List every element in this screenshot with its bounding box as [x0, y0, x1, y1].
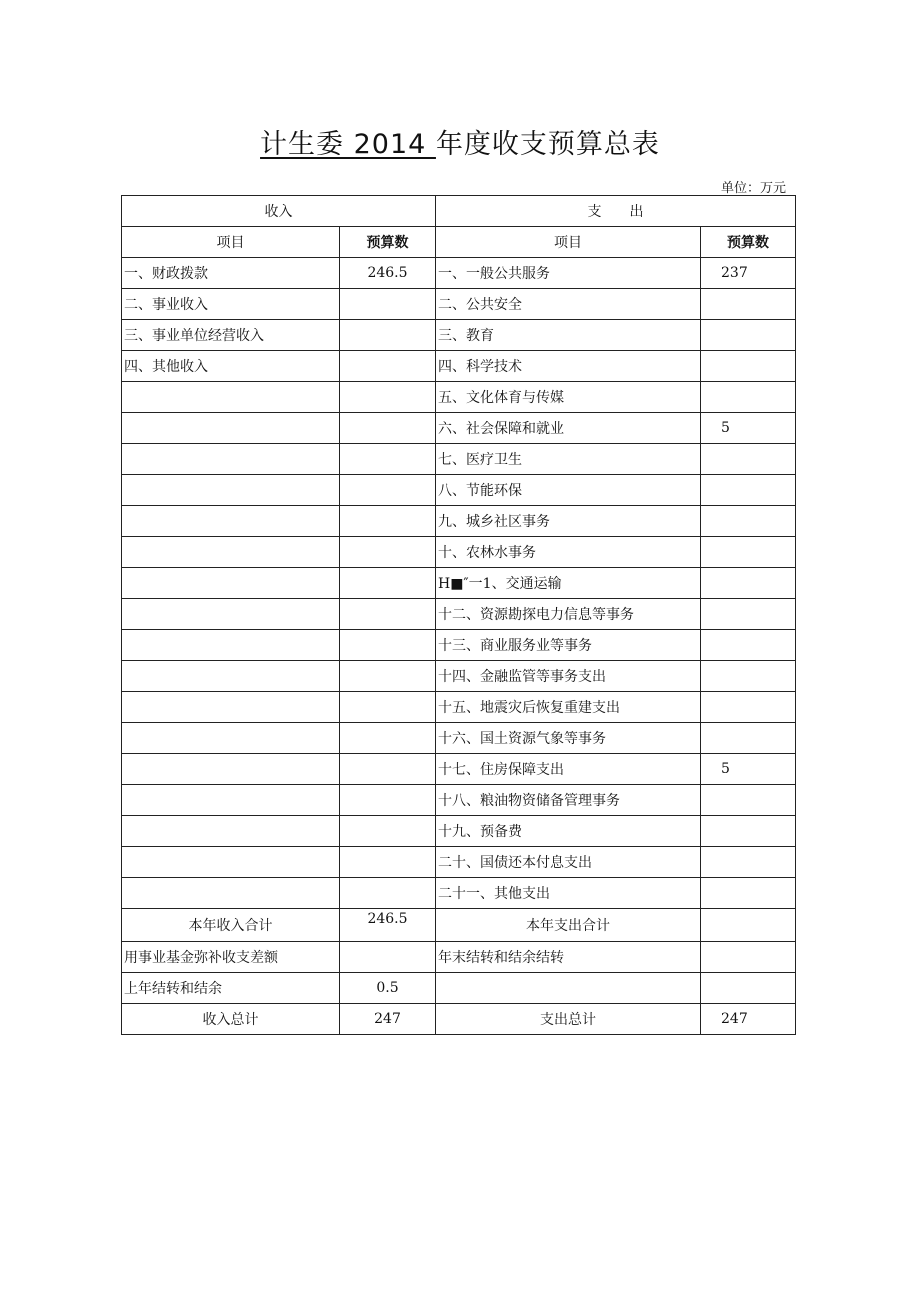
title-text: 年度收支预算总表: [435, 129, 660, 160]
income-item-cell: [122, 816, 340, 847]
income-value-cell: [340, 475, 436, 506]
income-value-cell: [340, 878, 436, 909]
expense-value-cell: 5: [701, 754, 796, 785]
table-row: [122, 568, 796, 599]
income-value-cell: [340, 630, 436, 661]
expense-item-cell: 七、医疗卫生: [436, 444, 701, 475]
expense-item-cell: 十六、国土资源气象等事务: [436, 723, 701, 754]
income-item-cell: [122, 568, 340, 599]
income-value-cell: [340, 661, 436, 692]
expense-item-cell: 六、社会保障和就业: [436, 413, 701, 444]
table-row: [122, 289, 796, 320]
table-row: [122, 847, 796, 878]
expense-item-cell: 十三、商业服务业等事务: [436, 630, 701, 661]
expense-item-cell: [436, 973, 701, 1004]
expense-value-cell: [701, 568, 796, 599]
column-header-row: [122, 227, 796, 258]
expense-budget-column-header: 预算数: [701, 227, 796, 258]
table-row: [122, 878, 796, 909]
expense-value-cell: [701, 816, 796, 847]
table-row: [122, 475, 796, 506]
expense-item-cell: 二、公共安全: [436, 289, 701, 320]
table-row: [122, 942, 796, 973]
income-item-cell: [122, 475, 340, 506]
income-value-cell: [340, 599, 436, 630]
table-row: [122, 754, 796, 785]
expense-item-cell: H■″一1、交通运输: [436, 568, 701, 599]
income-item-cell: 上年结转和结余: [122, 973, 340, 1004]
table-row: [122, 723, 796, 754]
income-item-column-header: 项目: [122, 227, 340, 258]
expense-item-cell: 十八、粮油物资储备管理事务: [436, 785, 701, 816]
income-item-cell: [122, 692, 340, 723]
unit-label: 单位：万元: [720, 181, 786, 196]
expense-value-cell: [701, 692, 796, 723]
expense-value-cell: [701, 847, 796, 878]
expense-value-cell: [701, 785, 796, 816]
income-value-cell: [340, 942, 436, 973]
table-row: [122, 661, 796, 692]
expense-item-cell: 五、文化体育与传媒: [436, 382, 701, 413]
income-item-cell: [122, 413, 340, 444]
page-title: [0, 122, 920, 161]
expense-value-cell: [701, 475, 796, 506]
income-item-cell: [122, 661, 340, 692]
table-row: [122, 599, 796, 630]
expense-value-cell: [701, 320, 796, 351]
income-value-cell: 0.5: [340, 973, 436, 1004]
income-value-cell: [340, 785, 436, 816]
table-row: [122, 413, 796, 444]
expense-value-cell: [701, 723, 796, 754]
income-item-cell: [122, 754, 340, 785]
expense-item-cell: 八、节能环保: [436, 475, 701, 506]
expense-item-cell: 二十、国债还本付息支出: [436, 847, 701, 878]
table-row: [122, 351, 796, 382]
income-item-cell: [122, 537, 340, 568]
expense-value-cell: 237: [701, 258, 796, 289]
section-header-row: [122, 196, 796, 227]
expense-value-cell: [701, 661, 796, 692]
income-item-cell: 二、事业收入: [122, 289, 340, 320]
income-value-cell: [340, 537, 436, 568]
income-value-cell: [340, 754, 436, 785]
table-row: [122, 506, 796, 537]
expense-value-cell: [701, 942, 796, 973]
expense-value-cell: 5: [701, 413, 796, 444]
budget-table: [121, 195, 796, 1035]
table-row: [122, 692, 796, 723]
income-item-cell: [122, 599, 340, 630]
expense-item-cell: 十、农林水事务: [436, 537, 701, 568]
expense-value-cell: [701, 289, 796, 320]
subtotal-row: [122, 909, 796, 942]
expense-value-cell: [701, 599, 796, 630]
expense-item-cell: 九、城乡社区事务: [436, 506, 701, 537]
income-total-label: 收入总计: [122, 1004, 340, 1035]
expense-value-cell: [701, 382, 796, 413]
table-row: [122, 816, 796, 847]
expense-value-cell: [701, 537, 796, 568]
income-value-cell: [340, 692, 436, 723]
income-value-cell: [340, 382, 436, 413]
income-item-cell: 四、其他收入: [122, 351, 340, 382]
table-row: [122, 320, 796, 351]
income-total-value: 247: [340, 1004, 436, 1035]
expense-total-value: 247: [701, 1004, 796, 1035]
expense-subtotal-value: [701, 909, 796, 942]
income-subtotal-label: 本年收入合计: [122, 909, 340, 942]
income-item-cell: [122, 785, 340, 816]
table-row: [122, 382, 796, 413]
expense-section-header: 支 出: [436, 196, 796, 227]
expense-item-cell: 一、一般公共服务: [436, 258, 701, 289]
expense-item-cell: 四、科学技术: [436, 351, 701, 382]
total-row: [122, 1004, 796, 1035]
income-item-cell: [122, 878, 340, 909]
title-year: 计生委 2014: [260, 129, 436, 160]
table-row: [122, 537, 796, 568]
expense-item-cell: 十四、金融监管等事务支出: [436, 661, 701, 692]
income-item-cell: [122, 630, 340, 661]
table-row: [122, 973, 796, 1004]
expense-item-cell: 三、教育: [436, 320, 701, 351]
income-value-cell: [340, 320, 436, 351]
income-value-cell: 246.5: [340, 258, 436, 289]
table-row: [122, 444, 796, 475]
expense-total-label: 支出总计: [436, 1004, 701, 1035]
income-item-cell: [122, 444, 340, 475]
expense-value-cell: [701, 878, 796, 909]
expense-item-cell: 二十一、其他支出: [436, 878, 701, 909]
income-subtotal-value: 246.5: [340, 909, 436, 942]
income-value-cell: [340, 444, 436, 475]
income-item-cell: 一、财政拨款: [122, 258, 340, 289]
table-row: [122, 258, 796, 289]
expense-item-column-header: 项目: [436, 227, 701, 258]
income-item-cell: [122, 382, 340, 413]
income-budget-column-header: 预算数: [340, 227, 436, 258]
income-value-cell: [340, 413, 436, 444]
expense-value-cell: [701, 444, 796, 475]
income-section-header: 收入: [122, 196, 436, 227]
table-row: [122, 630, 796, 661]
expense-value-cell: [701, 973, 796, 1004]
expense-item-cell: 十九、预备费: [436, 816, 701, 847]
expense-value-cell: [701, 351, 796, 382]
income-value-cell: [340, 289, 436, 320]
income-item-cell: [122, 506, 340, 537]
income-value-cell: [340, 816, 436, 847]
table-row: [122, 785, 796, 816]
income-value-cell: [340, 351, 436, 382]
income-item-cell: 三、事业单位经营收入: [122, 320, 340, 351]
income-value-cell: [340, 568, 436, 599]
expense-item-cell: 十七、住房保障支出: [436, 754, 701, 785]
expense-item-cell: 十五、地震灾后恢复重建支出: [436, 692, 701, 723]
expense-value-cell: [701, 630, 796, 661]
expense-item-cell: 年末结转和结余结转: [436, 942, 701, 973]
expense-item-cell: 十二、资源勘探电力信息等事务: [436, 599, 701, 630]
income-item-cell: [122, 723, 340, 754]
expense-value-cell: [701, 506, 796, 537]
expense-subtotal-label: 本年支出合计: [436, 909, 701, 942]
income-item-cell: 用事业基金弥补收支差额: [122, 942, 340, 973]
income-value-cell: [340, 506, 436, 537]
income-value-cell: [340, 723, 436, 754]
income-value-cell: [340, 847, 436, 878]
income-item-cell: [122, 847, 340, 878]
